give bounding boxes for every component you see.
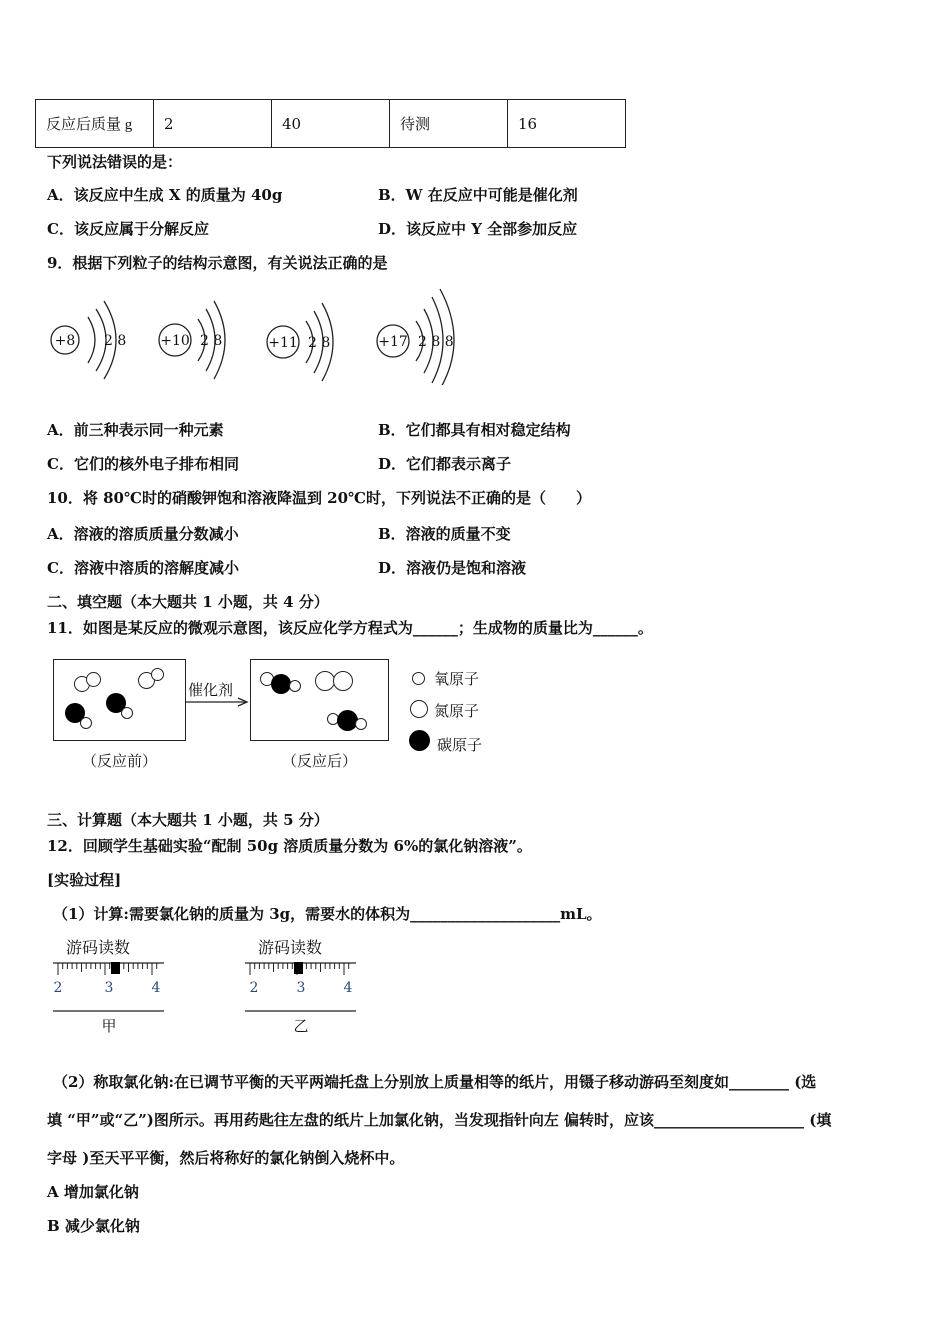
q9-option-b: B．它们都具有相对稳定结构 [378,421,571,439]
q10-option-b: B．溶液的质量不变 [378,525,511,543]
q9-option-c: C．它们的核外电子排布相同 [47,455,239,473]
value-cell: 2 [154,100,272,148]
q12-stem: 12．回顾学生基础实验“配制 50g 溶质质量分数为 6%的氯化钠溶液”。 [47,837,532,855]
q12-step-2-line-2: 填 “甲”或“乙”)图所示。再用药匙往左盘的纸片上加氯化钠，当发现指针向左 偏转时，应该____________________ (填 [47,1111,832,1129]
before-reaction-box [53,659,186,741]
shell-label: 2 8 [308,335,331,351]
mass-table [35,99,626,148]
legend-nitrogen: 氮原子 [434,702,480,720]
tick-label: 4 [343,980,353,996]
value-cell: 待测 [390,100,508,148]
q8-option-d: D．该反应中 Y 全部参加反应 [378,220,578,238]
oxygen-legend-icon [412,672,425,685]
scale-title-jia: 游码读数 [66,938,131,957]
shell-label: 2 8 [200,333,223,349]
legend-carbon: 碳原子 [437,736,483,754]
q12-step-2-line-3: 字母 )至天平平衡，然后将称好的氯化钠倒入烧杯中。 [47,1149,405,1167]
tick-label: 2 [53,980,63,996]
oxygen-atom [86,672,101,687]
scale-name: 甲 [101,1017,117,1035]
particle-diagram-2 [159,301,225,379]
tick-label: 3 [104,980,114,996]
table-row [36,100,626,148]
q8-option-c: C．该反应属于分解反应 [47,220,209,238]
nucleus-label: +8 [54,333,76,349]
particle-diagram-1 [51,301,126,379]
q9-stem: 9．根据下列粒子的结构示意图，有关说法正确的是 [47,254,388,272]
scale-title-yi: 游码读数 [258,938,323,957]
q12-option-b: B 减少氯化钠 [47,1217,140,1235]
scale-name: 乙 [293,1017,309,1035]
particle-diagram-3 [267,303,333,381]
q9-option-d: D．它们都表示离子 [378,455,512,473]
q11-stem: 11．如图是某反应的微观示意图，该反应化学方程式为______；生成物的质量比为______。 [47,619,653,637]
q12-step-2-line-1: （2）称取氯化钠:在已调节平衡的天平两端托盘上分别放上质量相等的纸片，用镊子移动游码至刻度如________ (选 [53,1073,817,1091]
particle-diagram-4 [377,289,454,385]
q10-option-d: D．溶液仍是饱和溶液 [378,559,527,577]
q8-stem: 下列说法错误的是： [47,153,183,171]
row-label: 反应后质量 g [36,100,154,148]
section-2-title: 二、填空题（本大题共 1 小题，共 4 分） [47,593,329,611]
nucleus-label: +17 [378,334,408,350]
q8-option-b: B．W 在反应中可能是催化剂 [378,186,578,204]
after-label: （反应后） [282,752,358,770]
scale-yi [242,955,362,1035]
oxygen-atom [355,718,367,730]
oxygen-atom [151,668,164,681]
q9-option-a: A．前三种表示同一种元素 [47,421,224,439]
nitrogen-atom [315,671,335,691]
catalyst-label: 催化剂 [188,681,234,699]
nucleus-label: +10 [160,333,190,349]
q12-option-a: A 增加氯化钠 [47,1183,139,1201]
oxygen-atom [80,717,92,729]
q10-stem: 10．将 80℃时的硝酸钾饱和溶液降温到 20℃时，下列说法不正确的是（ ） [47,489,592,507]
q12-step-1: （1）计算:需要氯化钠的质量为 3g，需要水的体积为____________________mL。 [53,905,602,923]
before-label: （反应前） [82,752,158,770]
process-heading: [实验过程] [47,871,122,889]
nitrogen-atom [333,671,353,691]
q10-option-c: C．溶液中溶质的溶解度减小 [47,559,239,577]
reaction-arrow-icon [185,696,251,708]
tick-label: 2 [249,980,259,996]
tick-label: 3 [296,980,306,996]
q8-option-a: A．该反应中生成 X 的质量为 40g [47,186,283,204]
rider-marker-icon [294,962,303,974]
carbon-atom [271,674,291,694]
nitrogen-legend-icon [410,700,428,718]
oxygen-atom [121,707,133,719]
section-3-title: 三、计算题（本大题共 1 小题，共 5 分） [47,811,329,829]
value-cell: 40 [272,100,390,148]
after-reaction-box [250,659,389,741]
particle-diagrams [40,285,480,385]
oxygen-atom [289,680,301,692]
q10-option-a: A．溶液的溶质质量分数减小 [47,525,239,543]
rider-marker-icon [111,962,120,974]
shell-label: 2 8 8 [418,334,454,350]
scale-jia [50,955,170,1035]
value-cell: 16 [508,100,626,148]
legend-oxygen: 氧原子 [434,670,480,688]
nucleus-label: +11 [268,335,298,351]
carbon-legend-icon [409,730,430,751]
shell-label: 2 8 [104,333,127,349]
tick-label: 4 [151,980,161,996]
